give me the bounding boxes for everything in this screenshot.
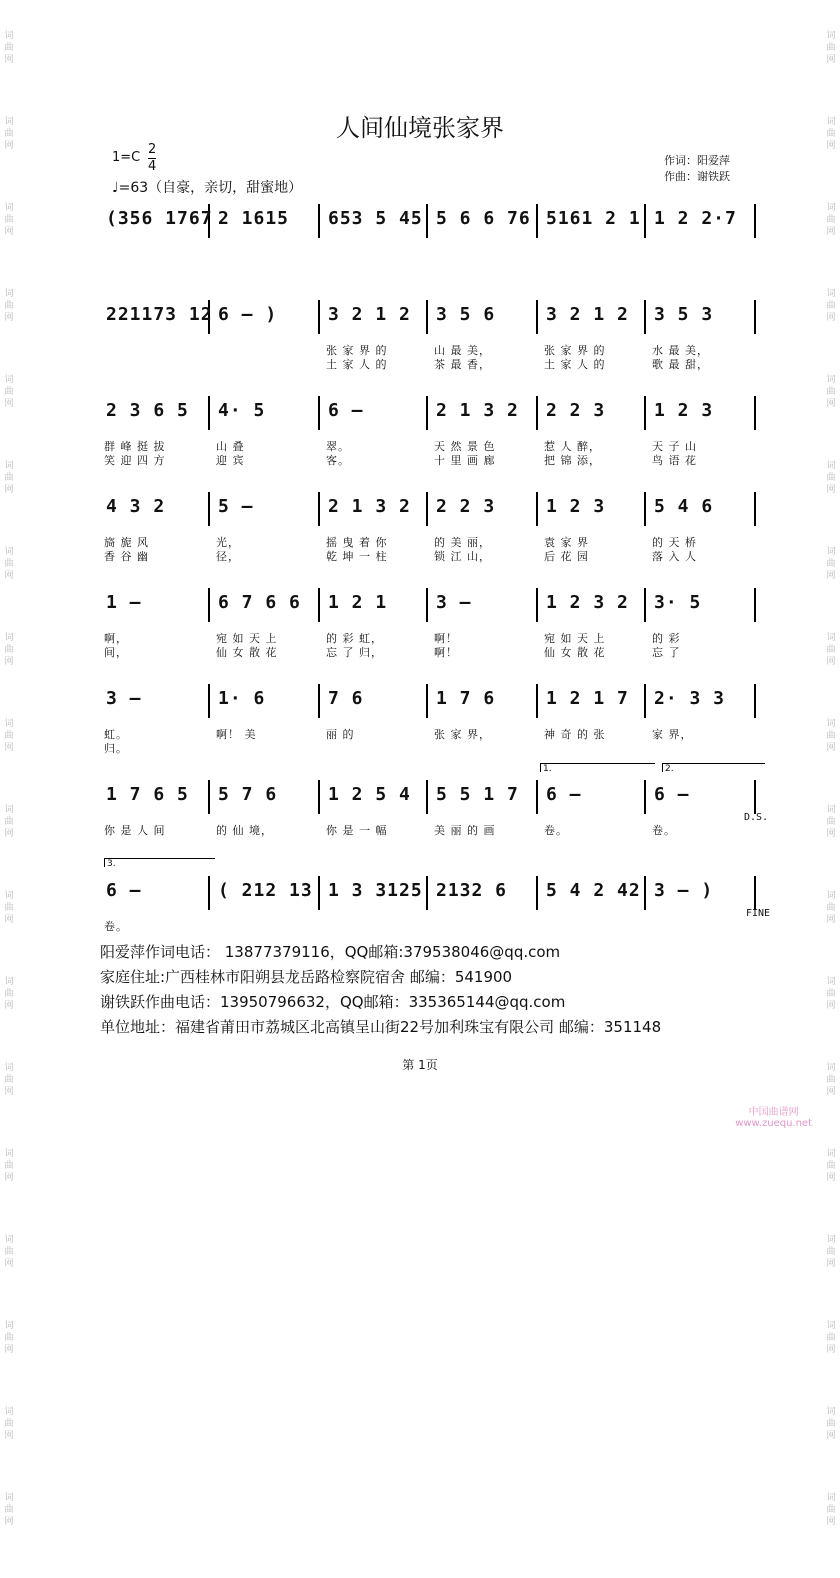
lyric-verse2: 客。: [326, 454, 350, 467]
barline: [754, 684, 756, 718]
lyric-verse2: 鸟 语 花: [652, 454, 697, 467]
measure-notes: 2 3 6 5: [106, 400, 189, 421]
music-system: [100, 296, 768, 376]
music-system: [100, 776, 768, 856]
measure-notes: 5 5 1 7: [436, 784, 519, 805]
barline: [208, 492, 210, 526]
lyric-verse1: 山 叠: [216, 440, 245, 453]
barline: [208, 876, 210, 910]
lyric-verse2: 间，: [104, 646, 128, 659]
measure-notes: ( 212 13: [218, 880, 313, 901]
measure-notes: 6 7 6 6: [218, 592, 301, 613]
contact-line: 阳爱萍作词电话： 13877379116，QQ邮箱:379538046@qq.com: [100, 943, 561, 961]
lyric-verse1: 山 最 美，: [434, 344, 491, 357]
lyric-verse1: 啊，: [104, 632, 128, 645]
barline: [426, 300, 428, 334]
measure-notes: 2 1615: [218, 208, 290, 229]
lyric-verse1: 惹 人 醉，: [544, 440, 601, 453]
watermark-text: 词 曲 网: [4, 203, 14, 237]
lyric-verse1: 的 美 丽，: [434, 536, 491, 549]
watermark-text: 词 曲 网: [4, 805, 14, 839]
watermark-text: 词 曲 网: [4, 1235, 14, 1269]
measure-notes: 1 2 1 7: [546, 688, 629, 709]
barline: [536, 588, 538, 622]
barline: [644, 588, 646, 622]
barline: [426, 780, 428, 814]
barline: [754, 300, 756, 334]
watermark-text: 词 曲 网: [4, 1149, 14, 1183]
lyric-verse2: 迎 宾: [216, 454, 245, 467]
barline: [318, 588, 320, 622]
measure-notes: 1 –: [106, 592, 142, 613]
watermark-text: 词 曲 网: [826, 289, 836, 323]
measure-notes: 2 2 3: [436, 496, 496, 517]
contact-line: 家庭住址:广西桂林市阳朔县龙岳路检察院宿舍 邮编：541900: [100, 968, 513, 986]
barline: [318, 204, 320, 238]
measure-notes: 5 7 6: [218, 784, 278, 805]
barline: [754, 204, 756, 238]
lyric-verse1: 翠。: [326, 440, 350, 453]
lyric-verse2: 香 谷 幽: [104, 550, 149, 563]
watermark-text: 词 曲 网: [4, 31, 14, 65]
lyric-verse1: 张 家 界 的: [544, 344, 606, 357]
barline: [644, 204, 646, 238]
measure-notes: (356 1767: [106, 208, 213, 229]
barline: [208, 396, 210, 430]
lyric-verse1: 啊！ 美: [216, 728, 257, 741]
site-logo: [735, 1103, 812, 1129]
barline: [318, 300, 320, 334]
barline: [754, 396, 756, 430]
barline: [426, 876, 428, 910]
watermark-text: 词 曲 网: [826, 977, 836, 1011]
watermark-text: 词 曲 网: [4, 289, 14, 323]
lyric-verse1: 天 子 山: [652, 440, 697, 453]
lyric-verse2: 忘 了: [652, 646, 681, 659]
barline: [644, 684, 646, 718]
lyric-verse2: 土 家 人 的: [544, 358, 606, 371]
lyric-verse2: 仙 女 散 花: [216, 646, 278, 659]
watermark-text: 词 曲 网: [4, 1321, 14, 1355]
lyric-verse2: 笑 迎 四 方: [104, 454, 166, 467]
barline: [644, 492, 646, 526]
watermark-text: 词 曲 网: [4, 1063, 14, 1097]
measure-notes: 3 5 6: [436, 304, 496, 325]
lyric-verse1: 啊！: [434, 632, 458, 645]
barline: [754, 876, 756, 910]
logo-text: 中国曲谱网: [748, 1107, 799, 1118]
watermark-text: 词 曲 网: [826, 1149, 836, 1183]
lyric-verse1: 水 最 美，: [652, 344, 709, 357]
lyric-verse1: 宛 如 天 上: [216, 632, 278, 645]
credits: [664, 153, 730, 185]
measure-notes: 2 2 3: [546, 400, 606, 421]
lyric-verse2: 十 里 画 廊: [434, 454, 496, 467]
lyric-verse1: 神 奇 的 张: [544, 728, 606, 741]
lyric-verse1: 的 彩 虹，: [326, 632, 383, 645]
barline: [318, 780, 320, 814]
barline: [754, 588, 756, 622]
watermark-text: 词 曲 网: [826, 31, 836, 65]
measure-notes: 4 3 2: [106, 496, 166, 517]
lyric-verse2: 忘 了 归，: [326, 646, 383, 659]
lyric-verse1: 群 峰 挺 拔: [104, 440, 166, 453]
lyric-verse1: 宛 如 天 上: [544, 632, 606, 645]
watermark-text: 词 曲 网: [4, 977, 14, 1011]
lyric-verse1: 天 然 景 色: [434, 440, 496, 453]
barline: [426, 204, 428, 238]
watermark-text: 词 曲 网: [826, 633, 836, 667]
contact-info: [100, 940, 661, 1040]
barline: [426, 588, 428, 622]
music-system: [100, 392, 768, 472]
barline: [318, 684, 320, 718]
measure-notes: 3 –: [436, 592, 472, 613]
meter-bottom: 4: [148, 159, 157, 174]
measure-notes: 5 4 6: [654, 496, 714, 517]
watermark-text: 词 曲 网: [826, 461, 836, 495]
lyric-verse2: 落 入 人: [652, 550, 697, 563]
lyric-verse2: 仙 女 散 花: [544, 646, 606, 659]
watermark-text: 词 曲 网: [4, 891, 14, 925]
measure-notes: 6 –: [328, 400, 364, 421]
lyric-verse2: 乾 坤 一 柱: [326, 550, 388, 563]
watermark-text: 词 曲 网: [826, 1321, 836, 1355]
barline: [426, 396, 428, 430]
watermark-text: 词 曲 网: [826, 805, 836, 839]
measure-notes: 5 –: [218, 496, 254, 517]
lyric-verse1: 美 丽 的 画: [434, 824, 496, 837]
key-signature: 1=C: [112, 150, 141, 165]
lyric-verse2: 歌 最 甜，: [652, 358, 709, 371]
watermark-text: 词 曲 网: [4, 1493, 14, 1527]
lyric-verse1: 张 家 界，: [434, 728, 491, 741]
watermark-text: 词 曲 网: [826, 1235, 836, 1269]
contact-line: 谢铁跃作曲电话：13950796632，QQ邮箱：335365144@qq.com: [100, 993, 566, 1011]
meter-top: 2: [148, 142, 157, 157]
lyric-verse2: 把 锦 添，: [544, 454, 601, 467]
watermark-text: 词 曲 网: [826, 719, 836, 753]
measure-notes: 5161 2 1: [546, 208, 641, 229]
measure-notes: 3 –: [106, 688, 142, 709]
lyric-verse1: 旖 旎 风: [104, 536, 149, 549]
measure-notes: 2· 3 3: [654, 688, 726, 709]
music-system: [100, 584, 768, 664]
barline: [426, 684, 428, 718]
lyric-verse1: 摇 曳 着 你: [326, 536, 388, 549]
watermark-text: 词 曲 网: [4, 461, 14, 495]
tempo-marking: ♩=63（自豪，亲切，甜蜜地）: [112, 180, 303, 196]
measure-notes: 1· 6: [218, 688, 266, 709]
lyric-verse2: 归。: [104, 742, 128, 755]
lyric-verse1: 的 彩: [652, 632, 681, 645]
lyric-verse2: 茶 最 香，: [434, 358, 491, 371]
lyric-verse2: 后 花 园: [544, 550, 589, 563]
watermark-text: 词 曲 网: [4, 1407, 14, 1441]
music-system: [100, 680, 768, 760]
barline: [536, 396, 538, 430]
lyric-verse2: 啊！: [434, 646, 458, 659]
measure-notes: 3 5 3: [654, 304, 714, 325]
measure-notes: 1 2 1: [328, 592, 388, 613]
measure-notes: 3 2 1 2: [328, 304, 411, 325]
measure-notes: 1 2 3: [654, 400, 714, 421]
measure-notes: 6 –: [106, 880, 142, 901]
barline: [644, 876, 646, 910]
lyric-verse1: 张 家 界 的: [326, 344, 388, 357]
barline: [536, 876, 538, 910]
watermark-text: 词 曲 网: [4, 633, 14, 667]
measure-notes: 1 2 2·7: [654, 208, 737, 229]
time-signature: [148, 142, 156, 175]
measure-notes: 1 2 3 2: [546, 592, 629, 613]
measure-notes: 2 1 3 2: [328, 496, 411, 517]
music-system: [100, 488, 768, 568]
right-watermark: [824, 30, 838, 1578]
barline: [208, 684, 210, 718]
lyric-verse1: 的 天 桥: [652, 536, 697, 549]
page-number: 第 1页: [402, 1058, 438, 1072]
barline: [208, 780, 210, 814]
barline: [318, 876, 320, 910]
watermark-text: 词 曲 网: [826, 1493, 836, 1527]
barline: [318, 396, 320, 430]
watermark-text: 词 曲 网: [4, 375, 14, 409]
measure-notes: 1 2 5 4: [328, 784, 411, 805]
measure-notes: 2132 6: [436, 880, 508, 901]
composer: 作曲：谢铁跃: [664, 170, 730, 183]
lyric-verse1: 袁 家 界: [544, 536, 589, 549]
measure-notes: 1 3 3125: [328, 880, 423, 901]
watermark-text: 词 曲 网: [4, 719, 14, 753]
watermark-text: 词 曲 网: [4, 117, 14, 151]
music-system: [100, 200, 768, 280]
barline: [644, 300, 646, 334]
lyric-verse1: 丽 的: [326, 728, 355, 741]
logo-url: www.zuequ.net: [735, 1118, 812, 1129]
barline: [536, 780, 538, 814]
barline: [754, 492, 756, 526]
ds-marking: D.S.: [744, 812, 769, 823]
measure-notes: 6 – ): [218, 304, 278, 325]
measure-notes: 1 2 3: [546, 496, 606, 517]
measure-notes: 7 6: [328, 688, 364, 709]
measure-notes: 3 – ): [654, 880, 714, 901]
watermark-text: 词 曲 网: [826, 1063, 836, 1097]
barline: [536, 204, 538, 238]
lyric-verse1: 家 界，: [652, 728, 693, 741]
measure-notes: 221173 12: [106, 304, 213, 325]
measure-notes: 5 6 6 76: [436, 208, 531, 229]
watermark-text: 词 曲 网: [826, 547, 836, 581]
volta-first-ending: 1.: [540, 763, 655, 772]
lyric-verse2: 径，: [216, 550, 240, 563]
lyric-verse1: 你 是 人 间: [104, 824, 166, 837]
lyricist: 作词：阳爱萍: [664, 154, 730, 167]
barline: [426, 492, 428, 526]
measure-notes: 1 7 6 5: [106, 784, 189, 805]
volta-second-ending: 2.: [662, 763, 765, 772]
watermark-text: 词 曲 网: [826, 891, 836, 925]
left-watermark: [2, 30, 16, 1578]
measure-notes: 6 –: [546, 784, 582, 805]
measure-notes: 3 2 1 2: [546, 304, 629, 325]
volta-third-ending: 3.: [104, 858, 215, 867]
measure-notes: 5 4 2 42: [546, 880, 641, 901]
barline: [318, 492, 320, 526]
lyric-verse1: 卷。: [104, 920, 128, 933]
measure-notes: 1 7 6: [436, 688, 496, 709]
contact-line: 单位地址：福建省莆田市荔城区北高镇呈山街22号加利珠宝有限公司 邮编：351148: [100, 1018, 662, 1036]
measure-notes: 653 5 45: [328, 208, 423, 229]
barline: [536, 300, 538, 334]
lyric-verse1: 的 仙 境，: [216, 824, 273, 837]
barline: [536, 684, 538, 718]
barline: [644, 780, 646, 814]
lyric-verse2: 锁 江 山，: [434, 550, 491, 563]
lyric-verse1: 虹。: [104, 728, 128, 741]
lyric-verse1: 卷。: [544, 824, 568, 837]
barline: [536, 492, 538, 526]
barline: [754, 780, 756, 814]
watermark-text: 词 曲 网: [826, 203, 836, 237]
watermark-text: 词 曲 网: [826, 1407, 836, 1441]
lyric-verse2: 土 家 人 的: [326, 358, 388, 371]
measure-notes: 4· 5: [218, 400, 266, 421]
measure-notes: 3· 5: [654, 592, 702, 613]
fine-marking: FINE: [746, 908, 771, 919]
barline: [208, 588, 210, 622]
measure-notes: 6 –: [654, 784, 690, 805]
lyric-verse1: 卷。: [652, 824, 676, 837]
watermark-text: 词 曲 网: [4, 547, 14, 581]
watermark-text: 词 曲 网: [826, 375, 836, 409]
barline: [644, 396, 646, 430]
lyric-verse1: 光，: [216, 536, 240, 549]
song-title: 人间仙境张家界: [336, 114, 504, 142]
lyric-verse1: 你 是 一 幅: [326, 824, 388, 837]
watermark-text: 词 曲 网: [826, 117, 836, 151]
measure-notes: 2 1 3 2: [436, 400, 519, 421]
